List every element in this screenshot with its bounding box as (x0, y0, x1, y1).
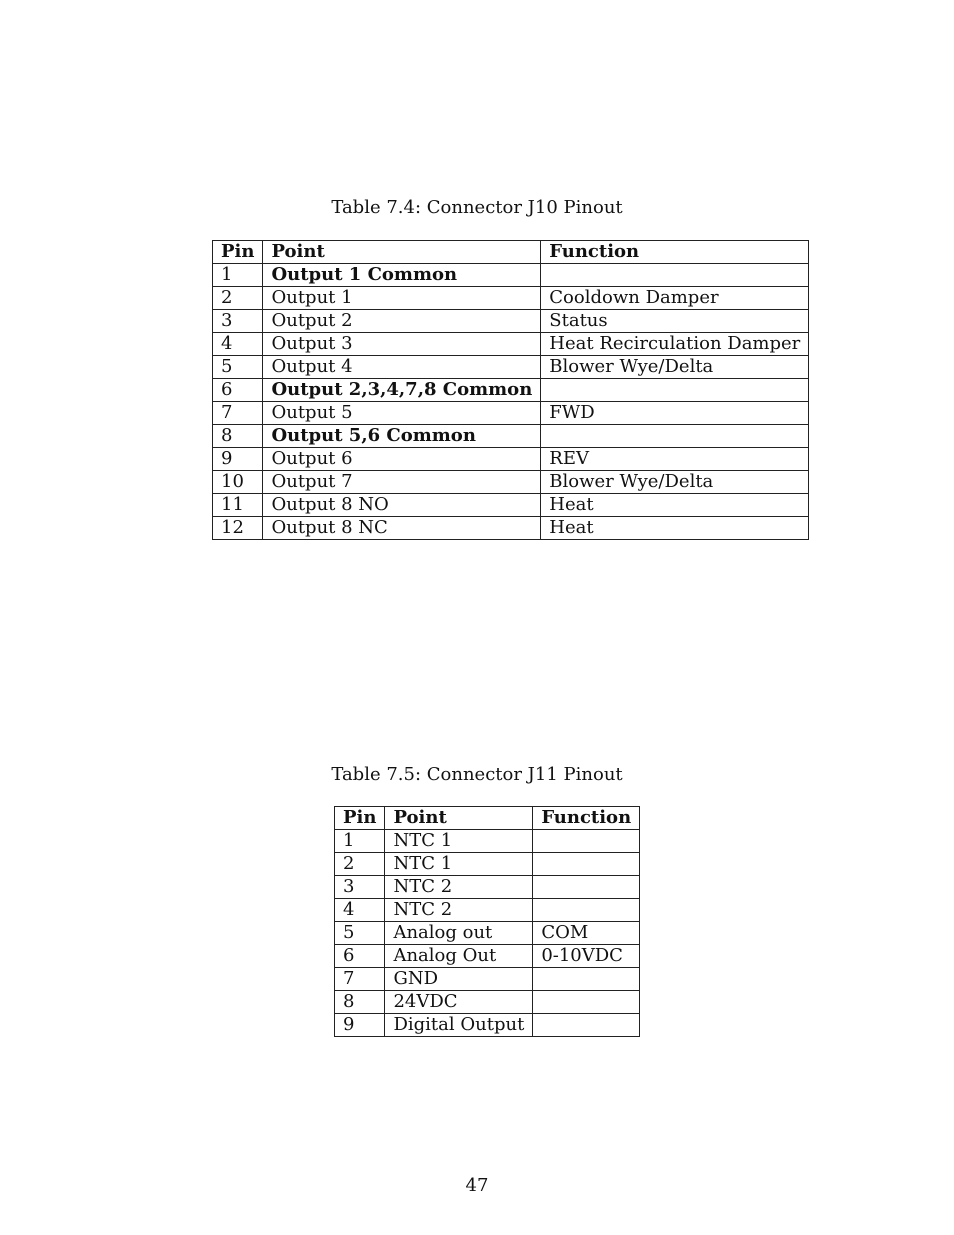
point-cell: Output 1 (263, 287, 541, 310)
pin-cell: 9 (335, 1014, 385, 1037)
table-caption-j10: Table 7.4: Connector J10 Pinout (331, 197, 623, 218)
point-cell: Output 6 (263, 448, 541, 471)
function-cell (541, 379, 809, 402)
table-row (335, 1014, 640, 1037)
function-cell (533, 968, 640, 991)
pin-cell: 3 (335, 876, 385, 899)
function-cell (533, 1014, 640, 1037)
point-cell: Output 2 (263, 310, 541, 333)
table-row (335, 968, 640, 991)
function-cell (533, 853, 640, 876)
table-row (213, 517, 809, 540)
pin-cell: 8 (335, 991, 385, 1014)
table-row (213, 333, 809, 356)
function-cell: Status (541, 310, 809, 333)
point-cell: Output 1 Common (263, 264, 541, 287)
table-row (213, 471, 809, 494)
point-cell: Output 3 (263, 333, 541, 356)
function-cell: Blower Wye/Delta (541, 356, 809, 379)
pin-cell: 3 (213, 310, 263, 333)
table-row (335, 830, 640, 853)
pin-cell: 10 (213, 471, 263, 494)
point-cell: Output 5,6 Common (263, 425, 541, 448)
pin-cell: 1 (335, 830, 385, 853)
pin-cell: 2 (213, 287, 263, 310)
point-cell: Analog Out (385, 945, 533, 968)
point-cell: Digital Output (385, 1014, 533, 1037)
pin-cell: 1 (213, 264, 263, 287)
pin-cell: 5 (335, 922, 385, 945)
function-cell: Cooldown Damper (541, 287, 809, 310)
column-header-function: Function (533, 807, 640, 830)
column-header-point: Point (263, 241, 541, 264)
column-header-pin: Pin (335, 807, 385, 830)
function-cell (533, 991, 640, 1014)
table-row (213, 310, 809, 333)
table-row (335, 922, 640, 945)
function-cell: FWD (541, 402, 809, 425)
point-cell: NTC 2 (385, 899, 533, 922)
pin-cell: 2 (335, 853, 385, 876)
function-cell (533, 899, 640, 922)
column-header-pin: Pin (213, 241, 263, 264)
pin-cell: 7 (335, 968, 385, 991)
table-row (335, 899, 640, 922)
table-header-row (335, 807, 640, 830)
pin-cell: 11 (213, 494, 263, 517)
table-row (335, 991, 640, 1014)
point-cell: GND (385, 968, 533, 991)
table-row (213, 287, 809, 310)
pin-cell: 6 (213, 379, 263, 402)
function-cell: REV (541, 448, 809, 471)
table-row (213, 379, 809, 402)
table-body (213, 264, 809, 540)
pin-cell: 8 (213, 425, 263, 448)
pinout-table-j11 (334, 806, 640, 1037)
pin-cell: 7 (213, 402, 263, 425)
table-row (213, 425, 809, 448)
function-cell (533, 830, 640, 853)
table-row (213, 264, 809, 287)
point-cell: Analog out (385, 922, 533, 945)
pinout-table-j10 (212, 240, 809, 540)
table-row (335, 945, 640, 968)
function-cell (541, 425, 809, 448)
point-cell: NTC 2 (385, 876, 533, 899)
table-row (213, 494, 809, 517)
pin-cell: 4 (213, 333, 263, 356)
point-cell: Output 2,3,4,7,8 Common (263, 379, 541, 402)
point-cell: NTC 1 (385, 853, 533, 876)
table-row (213, 356, 809, 379)
point-cell: Output 8 NO (263, 494, 541, 517)
table-header-row (213, 241, 809, 264)
column-header-point: Point (385, 807, 533, 830)
point-cell: Output 8 NC (263, 517, 541, 540)
function-cell: Heat (541, 494, 809, 517)
pin-cell: 6 (335, 945, 385, 968)
pin-cell: 5 (213, 356, 263, 379)
function-cell: 0-10VDC (533, 945, 640, 968)
table-row (213, 402, 809, 425)
function-cell: Blower Wye/Delta (541, 471, 809, 494)
function-cell (541, 264, 809, 287)
point-cell: Output 5 (263, 402, 541, 425)
table-caption-j11: Table 7.5: Connector J11 Pinout (331, 764, 623, 785)
table-row (213, 448, 809, 471)
pin-cell: 9 (213, 448, 263, 471)
table-row (335, 853, 640, 876)
pin-cell: 4 (335, 899, 385, 922)
point-cell: 24VDC (385, 991, 533, 1014)
pin-cell: 12 (213, 517, 263, 540)
function-cell: COM (533, 922, 640, 945)
table-row (335, 876, 640, 899)
point-cell: Output 4 (263, 356, 541, 379)
function-cell (533, 876, 640, 899)
point-cell: NTC 1 (385, 830, 533, 853)
page-number: 47 (465, 1175, 489, 1196)
function-cell: Heat Recirculation Damper (541, 333, 809, 356)
function-cell: Heat (541, 517, 809, 540)
point-cell: Output 7 (263, 471, 541, 494)
column-header-function: Function (541, 241, 809, 264)
table-body (335, 830, 640, 1037)
